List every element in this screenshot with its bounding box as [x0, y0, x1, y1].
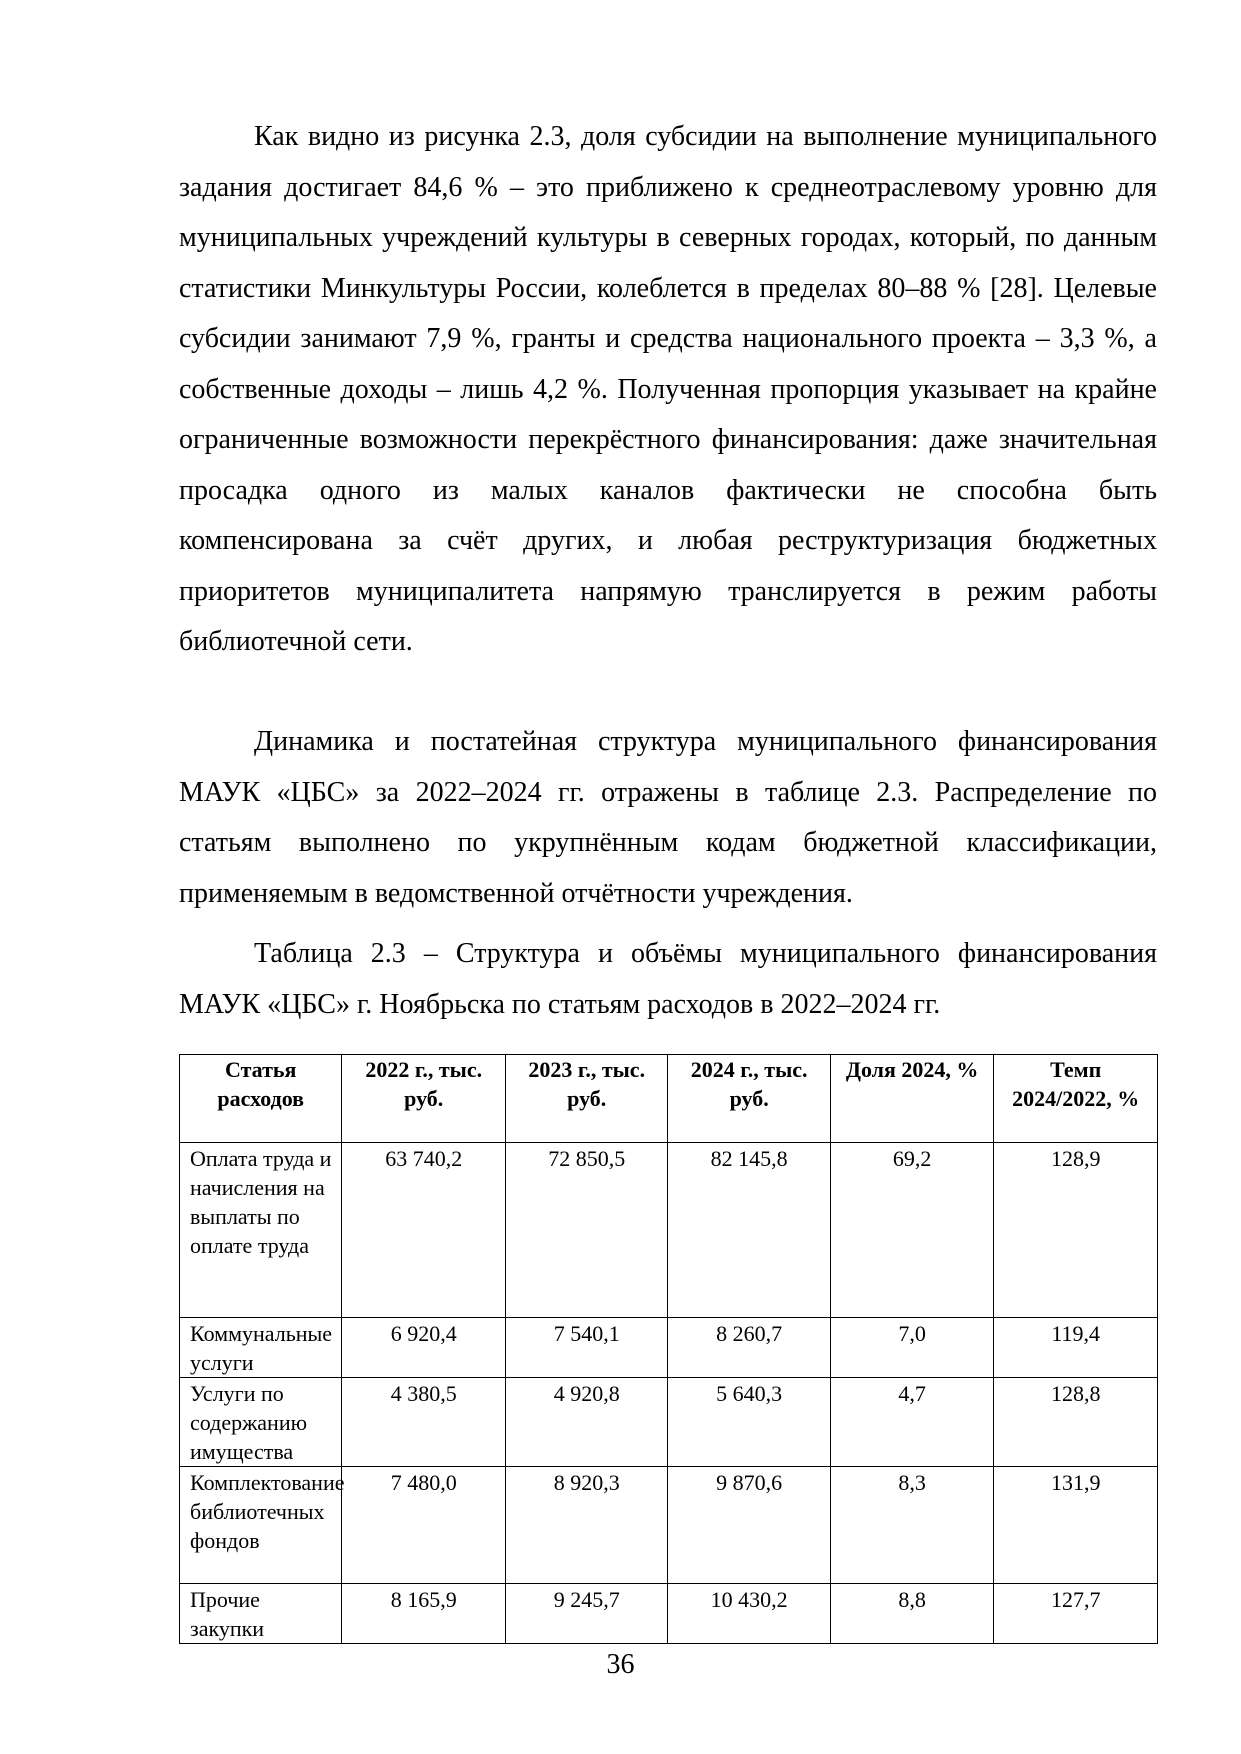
header-cell: 2022 г., тыс. руб. [342, 1055, 506, 1143]
header-cell: 2024 г., тыс. руб. [668, 1055, 830, 1143]
table-row [180, 1467, 1158, 1584]
paragraph-text: Как видно из рисунка 2.3, доля субсидии на выполнение муниципального задания достигает 84,6 % – это приближено к среднеотраслевому уровню для муниципальных учреждений культуры в северных городах, который, по данным статистики Минкультуры России, колеблется в пределах 80–88 % [28]. Целевые субсидии занимают 7,9 %, гранты и средства национального проекта – 3,3 %, а собственные доходы – лишь 4,2 %. Полученная пропорция указывает на крайне ограниченные возможности перекрёстного финансирования: даже значительная просадка одного из малых каналов фактически не способна быть компенсирована за счёт других, и любая реструктуризация бюджетных приоритетов муниципалитета напрямую транслируется в режим работы библиотечной сети. [179, 121, 1157, 657]
body-paragraph-2 [179, 717, 1157, 919]
value-2022-cell: 6 920,4 [342, 1318, 506, 1378]
growth-rate-cell: 128,8 [994, 1378, 1158, 1467]
table-header-row [180, 1055, 1158, 1143]
paragraph-text: Динамика и постатейная структура муниципального финансирования МАУК «ЦБС» за 2022–2024 гг. отражены в таблице 2.3. Распределение по статьям выполнено по укрупнённым кодам бюджетной классификации, применяемым в ведомственной отчётности учреждения. [179, 726, 1157, 909]
value-2024-cell: 8 260,7 [668, 1318, 830, 1378]
table-row [180, 1378, 1158, 1467]
page-number: 36 [606, 1649, 635, 1680]
value-2023-cell: 72 850,5 [505, 1143, 667, 1318]
value-2024-cell: 5 640,3 [668, 1378, 830, 1467]
expense-item-cell: Прочие закупки [180, 1584, 342, 1644]
table-row [180, 1318, 1158, 1378]
table-row [180, 1143, 1158, 1318]
caption-text: Таблица 2.3 – Структура и объёмы муниципального финансирования МАУК «ЦБС» г. Ноябрьска по статьям расходов в 2022–2024 гг. [179, 938, 1157, 1020]
header-cell: Статья расходов [180, 1055, 342, 1143]
growth-rate-cell: 128,9 [994, 1143, 1158, 1318]
value-2022-cell: 7 480,0 [342, 1467, 506, 1584]
share-2024-cell: 69,2 [830, 1143, 994, 1318]
growth-rate-cell: 119,4 [994, 1318, 1158, 1378]
header-cell: 2023 г., тыс. руб. [505, 1055, 667, 1143]
finance-table [179, 1054, 1158, 1644]
share-2024-cell: 4,7 [830, 1378, 994, 1467]
value-2024-cell: 82 145,8 [668, 1143, 830, 1318]
value-2022-cell: 63 740,2 [342, 1143, 506, 1318]
table-caption [179, 929, 1157, 1030]
share-2024-cell: 8,8 [830, 1584, 994, 1644]
header-cell: Доля 2024, % [830, 1055, 994, 1143]
expense-item-cell: Коммунальные услуги [180, 1318, 342, 1378]
growth-rate-cell: 127,7 [994, 1584, 1158, 1644]
value-2024-cell: 9 870,6 [668, 1467, 830, 1584]
header-cell: Темп 2024/2022, % [994, 1055, 1158, 1143]
value-2024-cell: 10 430,2 [668, 1584, 830, 1644]
value-2023-cell: 9 245,7 [505, 1584, 667, 1644]
expense-item-cell: Услуги по содержанию имущества [180, 1378, 342, 1467]
value-2023-cell: 4 920,8 [505, 1378, 667, 1467]
table-row [180, 1584, 1158, 1644]
growth-rate-cell: 131,9 [994, 1467, 1158, 1584]
expense-item-cell: Комплектование библиотечных фондов [180, 1467, 342, 1584]
share-2024-cell: 8,3 [830, 1467, 994, 1584]
value-2023-cell: 7 540,1 [505, 1318, 667, 1378]
body-paragraph-1 [179, 112, 1157, 668]
value-2023-cell: 8 920,3 [505, 1467, 667, 1584]
expense-item-cell: Оплата труда и начисления на выплаты по оплате труда [180, 1143, 342, 1318]
value-2022-cell: 4 380,5 [342, 1378, 506, 1467]
share-2024-cell: 7,0 [830, 1318, 994, 1378]
value-2022-cell: 8 165,9 [342, 1584, 506, 1644]
